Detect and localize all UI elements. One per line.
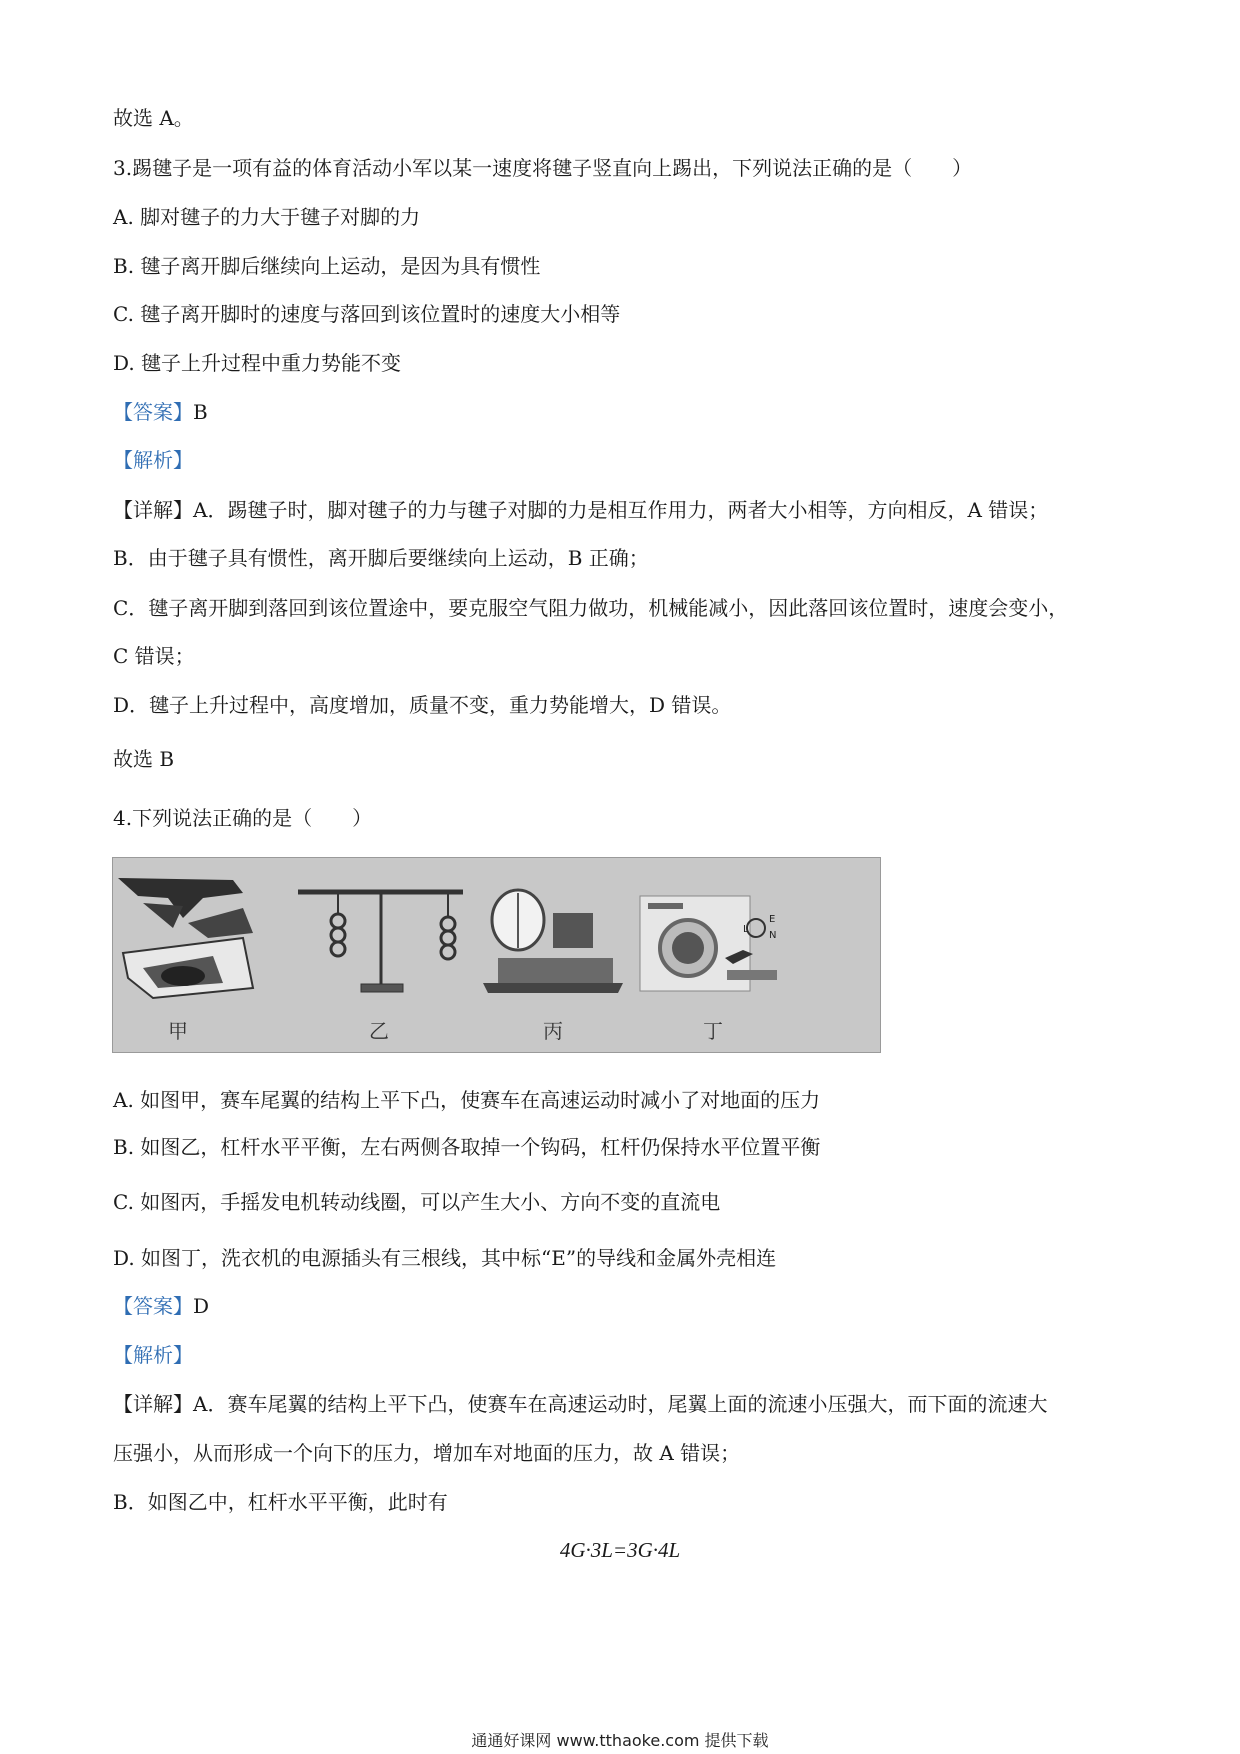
q3-option-d: D. 毽子上升过程中重力势能不变 xyxy=(113,351,402,375)
answer-value: D xyxy=(193,1294,210,1318)
lever-formula: 4G·3L=3G·4L xyxy=(559,1538,681,1562)
answer-tag: 【答案】 xyxy=(113,1294,193,1318)
figure-label-jia: 甲 xyxy=(168,1019,188,1043)
question-3-stem: 3.踢毽子是一项有益的体育活动小军以某一速度将毽子竖直向上踢出，下列说法正确的是（ ） xyxy=(113,156,973,180)
q4-option-c: C. 如图丙，手摇发电机转动线圈，可以产生大小、方向不变的直流电 xyxy=(113,1190,721,1214)
plug-letter-e: E xyxy=(769,914,776,925)
answer-tag: 【答案】 xyxy=(113,400,193,424)
q3-analysis-tag: 【解析】 xyxy=(113,448,193,472)
q3-answer xyxy=(113,398,208,426)
plug-letter-n: N xyxy=(769,930,777,941)
q3-detail-a: 【详解】A．踢毽子时，脚对毽子的力与毽子对脚的力是相互作用力，两者大小相等，方向相反，A 错误； xyxy=(113,498,1049,522)
figure-illustrations xyxy=(113,858,880,1052)
q3-detail-b: B．由于毽子具有惯性，离开脚后要继续向上运动，B 正确； xyxy=(113,546,649,570)
q4-option-b: B. 如图乙，杠杆水平平衡，左右两侧各取掉一个钩码，杠杆仍保持水平位置平衡 xyxy=(113,1135,821,1159)
q4-answer xyxy=(113,1292,209,1320)
q3-detail-d: D．毽子上升过程中，高度增加，质量不变，重力势能增大，D 错误。 xyxy=(113,693,732,717)
q3-option-a: A. 脚对毽子的力大于毽子对脚的力 xyxy=(113,205,421,229)
footer-source: 通通好课网 www.tthaoke.com 提供下载 xyxy=(471,1731,769,1750)
q4-detail-a-cont: 压强小，从而形成一个向下的压力，增加车对地面的压力，故 A 错误； xyxy=(113,1441,741,1465)
figure-label-yi: 乙 xyxy=(369,1019,389,1043)
lever-balance-image xyxy=(298,892,463,992)
q4-analysis-tag: 【解析】 xyxy=(113,1343,193,1367)
figure-label-ding: 丁 xyxy=(703,1019,723,1043)
q4-option-d: D. 如图丁，洗衣机的电源插头有三根线，其中标“E”的导线和金属外壳相连 xyxy=(113,1246,777,1270)
q4-option-a: A. 如图甲，赛车尾翼的结构上平下凸，使赛车在高速运动时减小了对地面的压力 xyxy=(113,1088,821,1112)
race-car-wing-image xyxy=(118,878,253,998)
figure-label-bing: 丙 xyxy=(543,1019,563,1043)
q3-option-b: B. 毽子离开脚后继续向上运动，是因为具有惯性 xyxy=(113,254,541,278)
answer-value: B xyxy=(193,400,208,424)
q3-detail-c: C．毽子离开脚到落回到该位置途中，要克服空气阻力做功，机械能减小，因此落回该位置时，速度会变小， xyxy=(113,596,1069,620)
q3-option-c: C. 毽子离开脚时的速度与落回到该位置时的速度大小相等 xyxy=(113,302,621,326)
hand-generator-image xyxy=(483,890,623,993)
question-4-figure xyxy=(112,857,881,1053)
q4-detail-a: 【详解】A．赛车尾翼的结构上平下凸，使赛车在高速运动时，尾翼上面的流速小压强大，而下面的流速大 xyxy=(113,1392,1048,1416)
conclusion-b: 故选 B xyxy=(113,747,175,771)
conclusion-a: 故选 A。 xyxy=(113,106,194,130)
plug-letter-l: L xyxy=(743,924,749,935)
q3-detail-c-cont: C 错误； xyxy=(113,644,195,668)
q4-detail-b: B．如图乙中，杠杆水平平衡，此时有 xyxy=(113,1490,448,1514)
question-4-stem: 4.下列说法正确的是（ ） xyxy=(113,806,373,830)
washing-machine-image xyxy=(640,896,777,991)
